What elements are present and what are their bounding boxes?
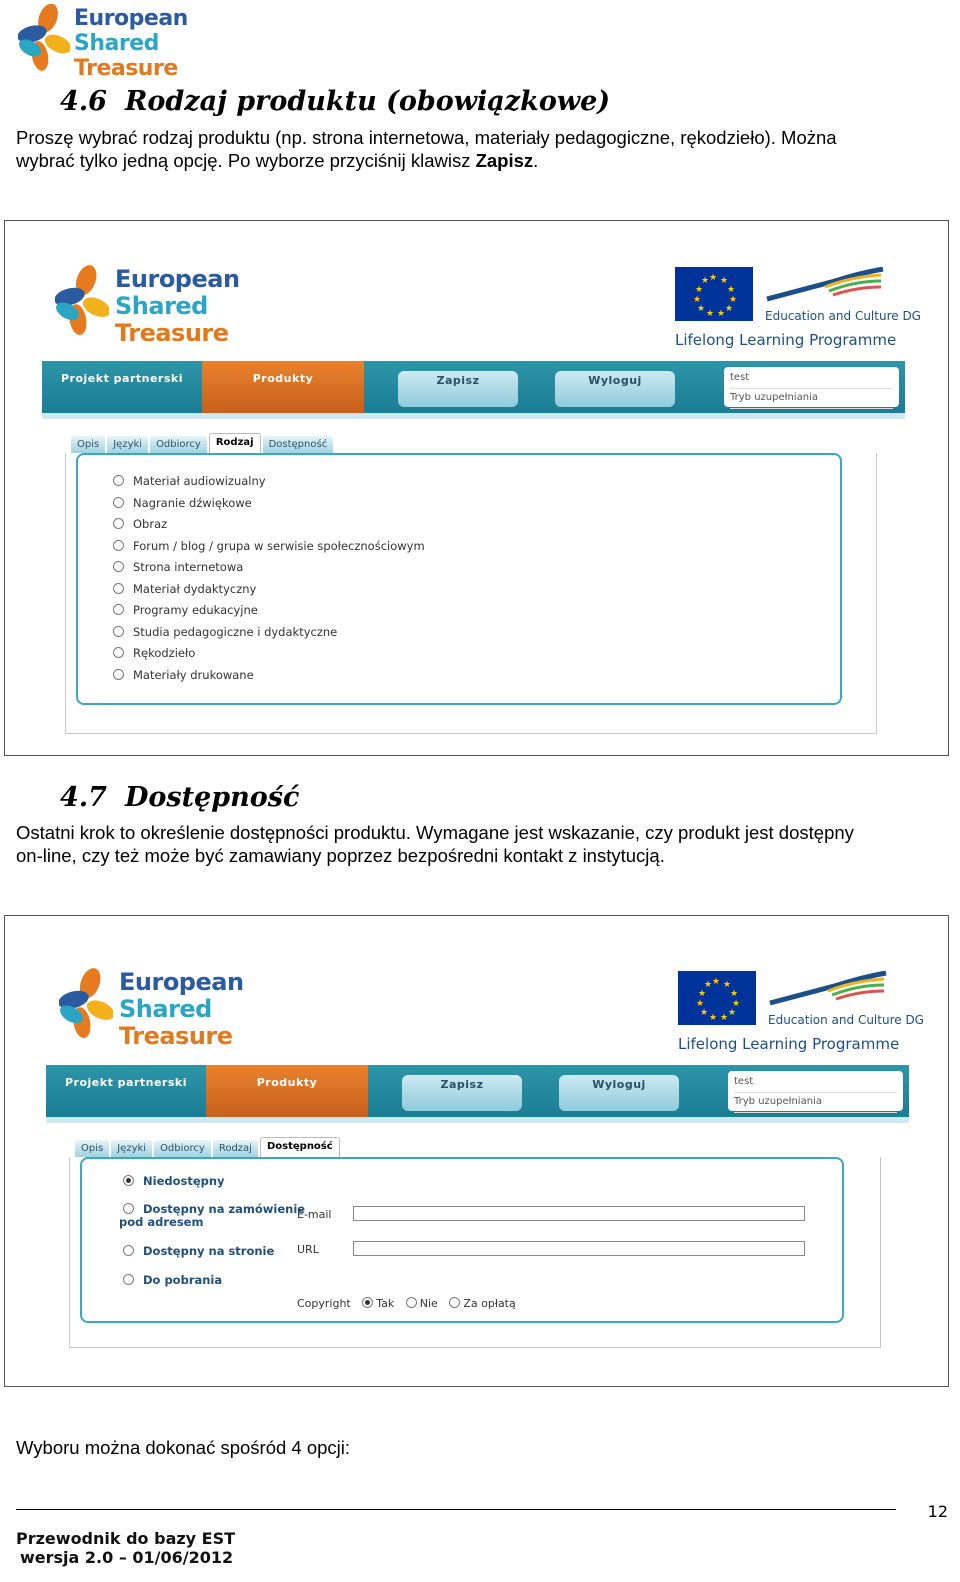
tab-rodzaj[interactable]: Rodzaj [209,433,261,453]
radio-icon[interactable] [113,497,124,508]
nav-wyloguj-button[interactable]: Wyloguj [559,1075,679,1111]
footer-title: Przewodnik do bazy EST [16,1529,236,1548]
radio-icon[interactable] [113,583,124,594]
option-forum-blog[interactable] [113,539,425,553]
radio-icon[interactable] [113,669,124,680]
radio-icon[interactable] [123,1203,134,1214]
option-label: Obraz [133,517,168,531]
option-material-dydaktyczny[interactable] [113,582,256,596]
option-studia-pedagogiczne[interactable] [113,625,337,639]
section-47-text-line2: on-line, czy też może być zamawiany poprzez bezpośredni kontakt z instytucją. [16,845,665,866]
section-46-number: 4.6 [60,86,107,117]
option-materialy-drukowane[interactable] [113,668,254,682]
user-mode: Tryb uzupełniania [734,1093,897,1113]
tab-jezyki[interactable]: Języki [107,436,148,453]
option-label: Rękodzieło [133,646,196,660]
copyright-nie-label: Nie [419,1297,438,1310]
logo-word-treasure: Treasure [74,56,178,81]
app-logo [59,966,244,1051]
screenshot-dostepnosc [4,915,949,1387]
option-label: Materiał dydaktyczny [133,582,257,596]
option-rekodzielo[interactable] [113,646,195,660]
screenshot-rodzaj [4,220,949,756]
nav-zapisz-button[interactable]: Zapisz [398,371,518,407]
tab-odbiorcy[interactable]: Odbiorcy [150,436,207,453]
copyright-za-oplata-label: Za opłatą [463,1297,516,1310]
llp-swoosh-icon [768,971,888,1011]
nav-zapisz-button[interactable]: Zapisz [402,1075,522,1111]
copyright-nie[interactable] [406,1297,438,1310]
llp-text: Lifelong Learning Programme [678,1035,900,1053]
option-obraz[interactable] [113,517,167,531]
app-logo [55,263,240,348]
llp-swoosh-icon [765,267,885,307]
app-logo-shared: Shared [115,292,208,320]
option-label: Materiały drukowane [133,668,254,682]
url-label: URL [297,1243,319,1256]
option-label: Forum / blog / grupa w serwisie społecznościowym [133,539,425,553]
user-box [724,367,899,407]
app-logo-european: European [115,265,240,293]
option-label: Strona internetowa [133,560,244,574]
tab-rodzaj[interactable]: Rodzaj [213,1140,258,1157]
section-46-heading [60,86,610,117]
edu-dg-text: Education and Culture DG [765,309,921,323]
email-field[interactable] [353,1206,805,1221]
radio-icon[interactable] [123,1274,134,1285]
option-strona-internetowa[interactable] [113,560,243,574]
flower-logo-icon [18,4,70,76]
option-label: Studia pedagogiczne i dydaktyczne [133,625,338,639]
section-47-title: Dostępność [124,782,300,813]
section-46-text-line2-a: wybrać tylko jedną opcję. Po wyborze przyciśnij klawisz [16,150,476,171]
radio-icon[interactable] [123,1175,134,1186]
product-tabs [75,1140,342,1157]
copyright-label: Copyright [297,1297,351,1310]
logo-word-shared: Shared [74,31,159,56]
eu-flag-icon: ★ ★ ★ ★ ★ ★ ★ ★ ★ ★ ★ [678,971,756,1025]
copyright-tak[interactable] [362,1297,394,1310]
eu-flag-icon: ★ ★ ★ ★ ★ ★ ★ ★ ★ ★ ★ [675,267,753,321]
edu-dg-text: Education and Culture DG [768,1013,924,1027]
radio-icon[interactable] [113,540,124,551]
radio-icon[interactable] [113,604,124,615]
page-number: 12 [927,1502,948,1521]
eu-branding [678,971,924,1061]
tab-jezyki[interactable]: Języki [111,1140,152,1157]
user-box [728,1071,903,1111]
app-logo-treasure: Treasure [115,319,229,347]
radio-icon[interactable] [113,518,124,529]
llp-text: Lifelong Learning Programme [675,331,897,349]
section-46-text-line2-end: . [533,150,539,171]
footer-divider [16,1509,896,1510]
header-logo [18,4,188,83]
tab-opis[interactable]: Opis [75,1140,109,1157]
flower-logo-icon [55,263,109,343]
section-46-text-line2 [16,149,837,172]
eu-branding [675,267,921,357]
nav-wyloguj-button[interactable]: Wyloguj [555,371,675,407]
section-47-heading [60,782,299,813]
radio-icon[interactable] [113,561,124,572]
section-47-text-line1: Ostatni krok to określenie dostępności produktu. Wymagane jest wskazanie, czy produkt jest dostępny [16,822,854,843]
user-name: test [734,1073,897,1093]
option-label: Do pobrania [143,1273,223,1287]
main-navbar [42,361,905,419]
copyright-tak-label: Tak [376,1297,395,1310]
section-46-title: Rodzaj produktu (obowiązkowe) [124,86,611,117]
flower-logo-icon [59,966,113,1046]
user-name: test [730,369,893,389]
app-logo-european: European [119,968,244,996]
nav-projekt-partnerski[interactable]: Projekt partnerski [60,372,183,385]
radio-icon[interactable] [449,1297,460,1308]
zapisz-bold: Zapisz [475,150,534,171]
option-programy-edukacyjne[interactable] [113,603,258,617]
option-label: Dostępny na zamówienie [143,1202,306,1216]
app-logo-shared: Shared [119,995,212,1023]
nav-produkty[interactable]: Produkty [202,361,364,413]
option-label: Programy edukacyjne [133,603,258,617]
nav-projekt-partnerski[interactable]: Projekt partnerski [64,1076,187,1089]
logo-word-european: European [74,6,188,31]
option-nagranie-dzwiekowe[interactable] [113,496,252,510]
radio-icon[interactable] [406,1297,417,1308]
option-dostepny-na-zamowienie[interactable] [119,1202,306,1229]
option-material-audiowizualny[interactable] [113,474,266,488]
app-logo-treasure: Treasure [119,1022,233,1050]
section-47-text [16,821,854,867]
footer-version: wersja 2.0 – 01/06/2012 [20,1548,234,1567]
url-field[interactable] [353,1241,805,1256]
option-label: Nagranie dźwiękowe [133,496,252,510]
option-do-pobrania[interactable] [123,1273,222,1287]
radio-icon[interactable] [123,1245,134,1256]
tab-odbiorcy[interactable]: Odbiorcy [154,1140,211,1157]
radio-icon[interactable] [113,626,124,637]
closing-text: Wyboru można dokonać spośród 4 opcji: [16,1437,351,1458]
tab-dostepnosc[interactable]: Dostępność [263,436,334,453]
product-tabs [71,436,335,453]
radio-icon[interactable] [113,647,124,658]
user-mode: Tryb uzupełniania [730,389,893,409]
main-navbar [46,1065,909,1123]
option-label-line2: pod adresem [119,1215,204,1229]
email-label: E-mail [297,1208,332,1221]
option-dostepny-na-stronie[interactable] [123,1244,274,1258]
tab-dostepnosc[interactable]: Dostępność [260,1137,340,1157]
section-46-text [16,126,837,172]
section-46-text-line1: Proszę wybrać rodzaj produktu (np. strona internetowa, materiały pedagogiczne, rękodzieło). Można [16,127,837,148]
tab-opis[interactable]: Opis [71,436,105,453]
copyright-row [297,1297,516,1310]
radio-icon[interactable] [113,475,124,486]
option-label: Materiał audiowizualny [133,474,266,488]
copyright-za-oplata[interactable] [449,1297,515,1310]
option-label: Dostępny na stronie [143,1244,275,1258]
option-niedostepny[interactable] [123,1174,225,1188]
radio-icon[interactable] [362,1297,373,1308]
option-label: Niedostępny [143,1174,225,1188]
section-47-number: 4.7 [60,782,107,813]
nav-produkty[interactable]: Produkty [206,1065,368,1117]
